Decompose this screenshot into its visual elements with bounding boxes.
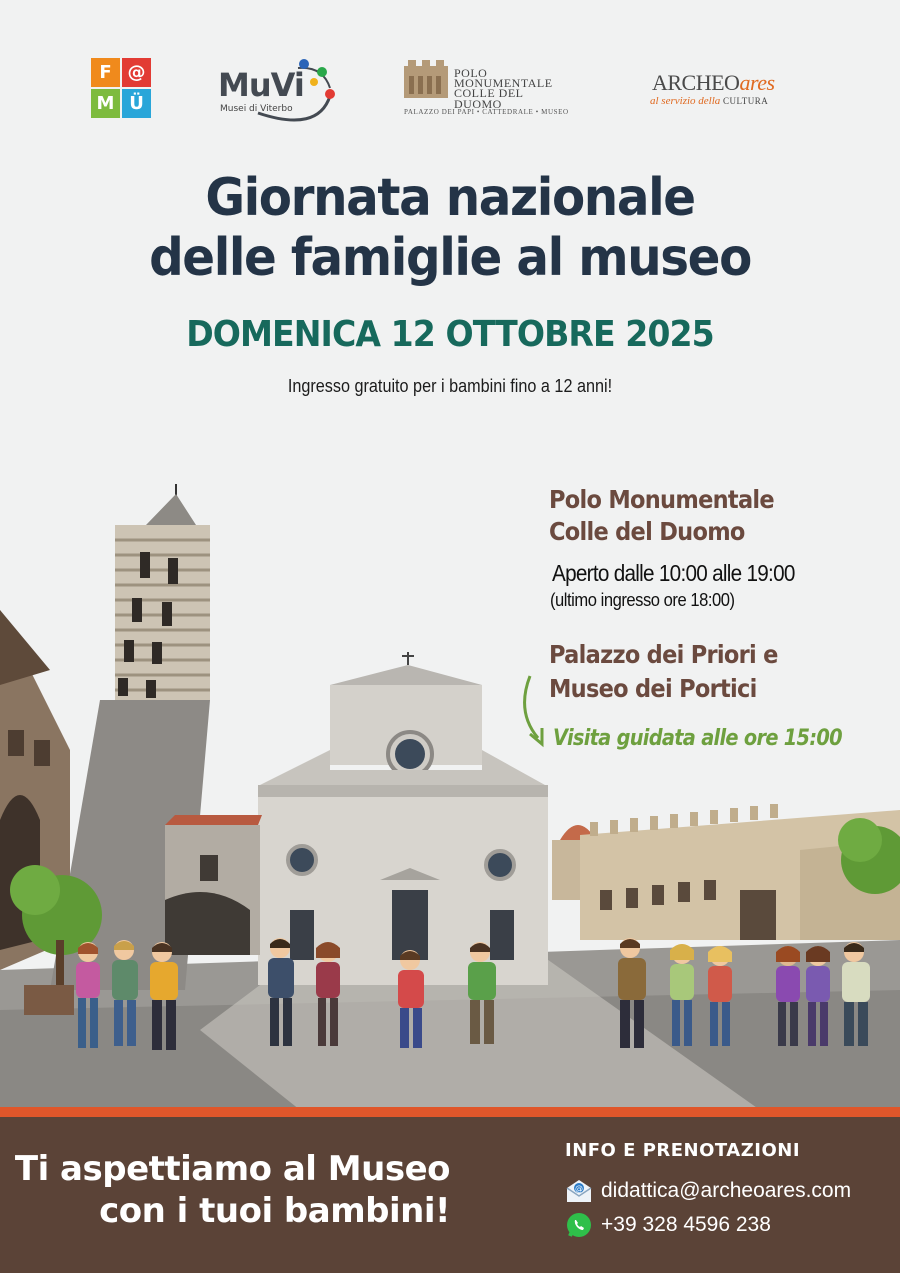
slogan-line2: con i tuoi bambini! [99,1191,450,1231]
archeoares-tagline-caps: CULTURA [723,96,769,106]
footer-slogan [15,1148,450,1232]
family-logo [91,58,151,118]
venue2-name [549,638,778,706]
page-title [32,168,869,288]
phone-contact[interactable] [565,1211,771,1239]
palace-icon [404,60,448,98]
email-contact[interactable] [565,1177,851,1205]
archeoares-tagline [650,95,768,107]
archeoares-name-accent: ares [739,70,775,95]
venue2-line1: Palazzo dei Priori e [549,640,778,669]
archeoares-name-main: ARCHEO [652,70,740,95]
info-heading: INFO E PRENOTAZIONI [565,1140,801,1161]
archeoares-logo [652,70,812,110]
svg-text:@: @ [575,1184,583,1193]
family-logo-letter: Ü [122,89,151,118]
email-address[interactable]: didattica@archeoares.com [601,1179,852,1202]
archeoares-tagline-italic: al servizio della [650,95,721,107]
event-date: DOMENICA 12 OTTOBRE 2025 [186,314,714,355]
email-icon [565,1177,593,1205]
polo-tagline: PALAZZO DEI PAPI • CATTEDRALE • MUSEO [404,108,569,116]
venue1-name [549,484,774,548]
venue1-last-entry: (ultimo ingresso ore 18:00) [550,590,735,610]
whatsapp-icon [565,1211,593,1239]
title-line2: delle famiglie al museo [149,228,751,288]
venue1-hours: Aperto dalle 10:00 alle 19:00 [552,560,795,586]
muvi-name: MuVi [218,66,304,104]
muvi-subtitle: Musei di Viterbo [220,104,293,114]
orange-divider [0,1107,900,1117]
venue1-line2: Colle del Duomo [549,517,745,546]
family-logo-letter: M [91,89,120,118]
polo-line2: MONUMENTALE [454,76,553,90]
archeoares-name [652,70,775,96]
polo-logo [404,60,574,120]
slogan-line1: Ti aspettiamo al Museo [14,1149,450,1189]
phone-number[interactable]: +39 328 4596 238 [601,1213,771,1236]
polo-line1: POLO [454,66,488,80]
polo-line3: COLLE DEL DUOMO [454,86,524,111]
family-logo-letter: F [91,58,120,87]
family-logo-letter: @ [122,58,151,87]
title-line1: Giornata nazionale [205,168,695,228]
free-entry-note: Ingresso gratuito per i bambini fino a 12 anni! [287,376,613,396]
venue2-line2: Museo dei Portici [549,674,757,703]
muvi-logo [218,58,338,123]
guided-tour-time: Visita guidata alle ore 15:00 [553,726,842,751]
venue1-line1: Polo Monumentale [549,485,774,514]
